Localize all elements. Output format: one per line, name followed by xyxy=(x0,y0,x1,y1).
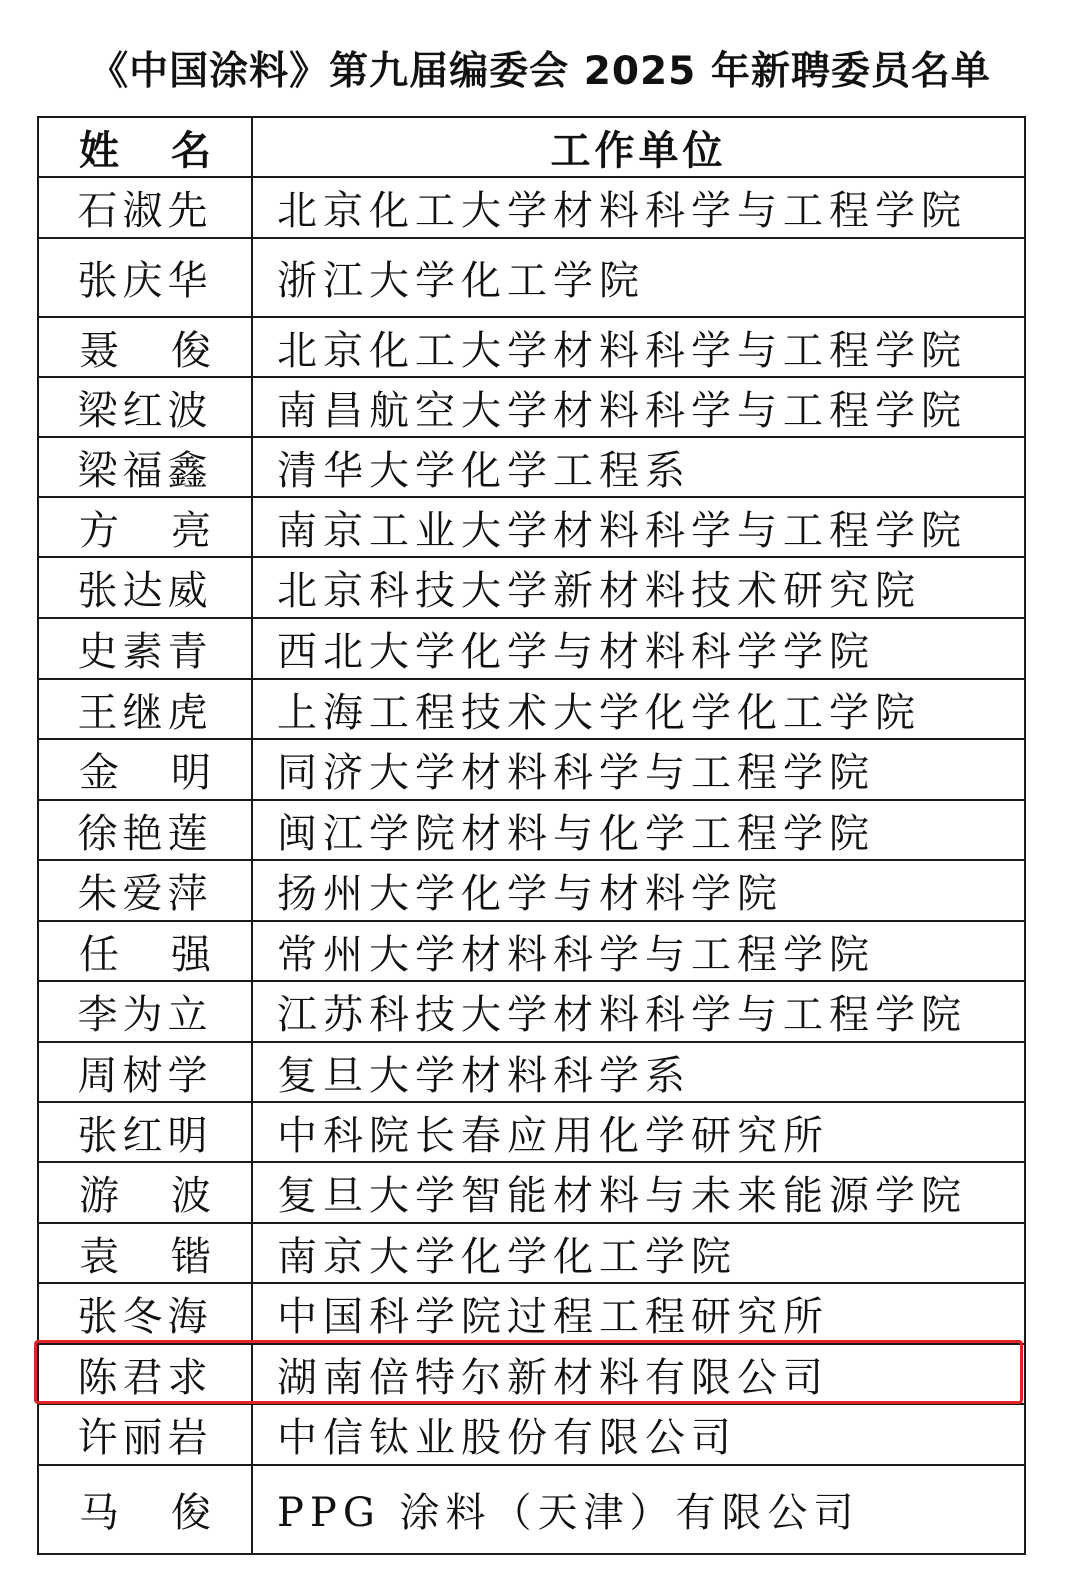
table-row xyxy=(39,1466,1024,1553)
member-table xyxy=(37,116,1026,1555)
member-org: 江苏科技大学材料科学与工程学院 xyxy=(277,992,967,1038)
member-name: 梁红波 xyxy=(39,378,253,436)
table-row xyxy=(39,982,1024,1043)
table-row xyxy=(39,861,1024,922)
member-org: 浙江大学化工学院 xyxy=(277,258,645,304)
member-name: 王继虎 xyxy=(39,680,253,738)
table-row xyxy=(39,740,1024,801)
member-org: PPG 涂料（天津）有限公司 xyxy=(277,1490,860,1536)
member-name: 梁福鑫 xyxy=(39,438,253,496)
member-org: 同济大学材料科学与工程学院 xyxy=(277,750,875,796)
member-org: 复旦大学智能材料与未来能源学院 xyxy=(277,1173,967,1219)
member-org: 中信钛业股份有限公司 xyxy=(277,1415,737,1461)
member-org: 西北大学化学与材料科学学院 xyxy=(277,629,875,675)
member-org: 南昌航空大学材料科学与工程学院 xyxy=(277,387,967,434)
member-name: 陈君求 xyxy=(39,1345,253,1403)
member-org: 上海工程技术大学化学化工学院 xyxy=(277,689,921,736)
member-name: 李为立 xyxy=(39,982,253,1041)
member-org: 清华大学化学工程系 xyxy=(277,447,691,494)
member-name: 徐艳莲 xyxy=(39,801,253,859)
member-name: 聂俊 xyxy=(39,318,253,376)
member-name: 袁锴 xyxy=(39,1224,253,1282)
table-row xyxy=(39,318,1024,378)
table-row xyxy=(39,558,1024,619)
header-org: 工作单位 xyxy=(550,127,727,174)
table-row xyxy=(39,619,1024,680)
table-row xyxy=(39,1405,1024,1466)
member-name: 张庆华 xyxy=(39,239,253,316)
member-org: 北京科技大学新材料技术研究院 xyxy=(277,568,921,614)
member-org: 扬州大学化学与材料学院 xyxy=(277,871,783,917)
table-row xyxy=(39,922,1024,982)
table-row xyxy=(39,1163,1024,1224)
member-name: 史素青 xyxy=(39,619,253,678)
member-name: 任强 xyxy=(39,922,253,980)
member-name: 张达威 xyxy=(39,558,253,617)
member-name: 张红明 xyxy=(39,1103,253,1161)
member-org: 中国科学院过程工程研究所 xyxy=(277,1294,829,1340)
table-row xyxy=(39,1103,1024,1163)
member-name: 金明 xyxy=(39,740,253,799)
table-header-row xyxy=(39,118,1024,178)
member-org: 常州大学材料科学与工程学院 xyxy=(277,931,875,978)
table-row xyxy=(39,239,1024,318)
member-org: 北京化工大学材料科学与工程学院 xyxy=(277,327,967,374)
table-row xyxy=(39,1284,1024,1345)
member-org: 南京大学化学化工学院 xyxy=(277,1233,737,1280)
member-org: 中科院长春应用化学研究所 xyxy=(277,1112,829,1159)
table-row xyxy=(39,1224,1024,1284)
header-name: 姓名 xyxy=(39,118,253,176)
table-row xyxy=(39,178,1024,239)
table-row xyxy=(39,378,1024,438)
member-name: 马俊 xyxy=(39,1466,253,1553)
member-org: 闽江学院材料与化学工程学院 xyxy=(277,810,875,857)
member-name: 周树学 xyxy=(39,1043,253,1101)
member-name: 石淑先 xyxy=(39,178,253,237)
member-name: 许丽岩 xyxy=(39,1405,253,1464)
member-name: 游波 xyxy=(39,1163,253,1222)
member-name: 朱爱萍 xyxy=(39,861,253,920)
table-row xyxy=(39,1043,1024,1103)
table-row xyxy=(39,801,1024,861)
document-title: 《中国涂料》第九届编委会 2025 年新聘委员名单 xyxy=(89,49,991,94)
member-name: 方亮 xyxy=(39,498,253,556)
member-org: 北京化工大学材料科学与工程学院 xyxy=(277,188,967,234)
member-org: 南京工业大学材料科学与工程学院 xyxy=(277,507,967,554)
table-row-highlighted xyxy=(39,1345,1024,1405)
table-row xyxy=(39,680,1024,740)
table-row xyxy=(39,498,1024,558)
table-row xyxy=(39,438,1024,498)
member-org: 复旦大学材料科学系 xyxy=(277,1052,691,1099)
member-org: 湖南倍特尔新材料有限公司 xyxy=(277,1354,829,1401)
member-name: 张冬海 xyxy=(39,1284,253,1343)
